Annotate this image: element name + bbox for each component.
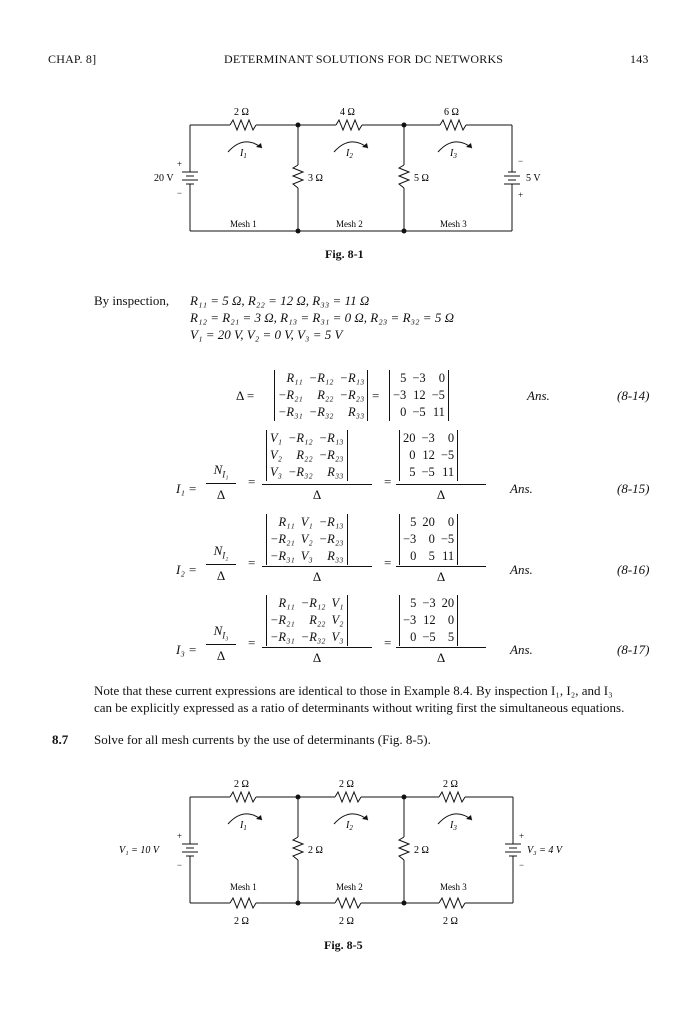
fig5-resistor-shunt-2 [399,837,409,860]
fig1-plus-right: + [518,190,524,200]
resistor-shunt-2 [399,165,409,188]
note-line-2: can be explicitly expressed as a ratio of determinants without writing first the simultaneous equations. [94,700,625,715]
i1-delta-denominator-1: Δ [216,487,226,502]
fig1-plus-left: + [177,159,183,169]
fig1-source-right: 5 V [526,173,541,184]
i2-delta-denominator-1: Δ [216,568,226,583]
fig5-current-3: $I_3$ [450,820,457,832]
i1-equals-1: = [248,474,256,489]
delta-equals: = [372,388,380,403]
fig5-resistor-top-1 [230,792,256,802]
i3-n-over-delta: $N_{I_3}$ [213,623,229,641]
eq-number-8-17: (8-17) [617,642,650,657]
figure-8-1-circuit [150,100,550,245]
i3-ans: Ans. [510,642,533,657]
i2-delta-denominator-2: Δ [312,569,322,584]
fig1-current-2: $I_2$ [346,148,353,160]
fig5-r-top-3: 2 Ω [443,779,458,790]
resistor-top-3 [440,120,466,130]
fig5-resistor-shunt-1 [293,837,303,860]
i3-numeric-determinant: 5 −3 20 −3 12 0 0 −5 5 [399,595,458,646]
i1-ans: Ans. [510,481,533,496]
fig5-r-bottom-3: 2 Ω [443,916,458,927]
eq-number-8-15: (8-15) [617,481,650,496]
i2-numeric-determinant: 5 20 0 −3 0 −5 0 5 11 [399,514,458,565]
fig5-resistor-bottom-3 [439,898,465,908]
fig5-mesh-1: Mesh 1 [230,882,257,892]
i2-ans: Ans. [510,562,533,577]
fig5-resistor-top-2 [335,792,361,802]
i1-delta-denominator-3: Δ [436,487,446,502]
delta-ans: Ans. [527,388,550,403]
chapter-label: CHAP. 8] [48,52,97,66]
fig5-minus-left: − [177,860,183,870]
note-line-1: Note that these current expressions are identical to those in Example 8.4. By inspection I₁, I₂, and I₃ [94,683,613,698]
figure-8-5-caption: Fig. 8-5 [324,938,363,952]
i2-n-over-delta: $N_{I_2}$ [213,543,229,561]
fig1-r-shunt-2: 5 Ω [414,173,429,184]
figure-8-5-circuit [115,772,575,932]
i2-lhs: I₂ = [176,562,197,577]
inspection-line-2: R₁₂ = R₂₁ = 3 Ω, R₁₃ = R₃₁ = 0 Ω, R₂₃ = R₃₂ = 5 Ω [190,310,454,325]
i1-numeric-determinant: 20 −3 0 0 12 −5 5 −5 11 [399,430,458,481]
fig5-resistor-top-3 [439,792,465,802]
running-title: DETERMINANT SOLUTIONS FOR DC NETWORKS [224,52,504,66]
problem-text: Solve for all mesh currents by the use of determinants (Fig. 8-5). [94,732,431,747]
fig1-r-top-2: 4 Ω [340,107,355,118]
fig1-mesh-3: Mesh 3 [440,219,467,229]
fig1-r-top-3: 6 Ω [444,107,459,118]
i3-lhs: I₃ = [176,642,197,657]
fig5-current-1: $I_1$ [240,820,247,832]
i1-lhs: I₁ = [176,481,197,496]
fig1-minus-left: − [177,188,183,198]
fig5-resistor-bottom-2 [335,898,361,908]
figure-8-1-caption: Fig. 8-1 [325,247,364,261]
i3-equals-1: = [248,635,256,650]
inspection-lead: By inspection, [94,293,170,308]
i1-equals-2: = [384,474,392,489]
eq-number-8-16: (8-16) [617,562,650,577]
inspection-line-1: R₁₁ = 5 Ω, R₂₂ = 12 Ω, R₃₃ = 11 Ω [190,293,370,308]
i3-symbolic-determinant: R₁₁ −R₁₂ V₁ −R₂₁ R₂₂ V₂ −R₃₁ −R₃₂ V₃ [266,595,348,646]
fig5-mesh-2: Mesh 2 [336,882,363,892]
resistor-top-2 [336,120,362,130]
fig5-r-shunt-2: 2 Ω [414,845,429,856]
page-number: 143 [630,52,649,66]
delta-numeric-determinant: 5 −3 0 −3 12 −5 0 −5 11 [389,370,449,421]
eq-number-8-14: (8-14) [617,388,650,403]
fig1-current-1: $I_1$ [240,148,247,160]
fig1-mesh-1: Mesh 1 [230,219,257,229]
fig5-r-bottom-1: 2 Ω [234,916,249,927]
fig5-r-bottom-2: 2 Ω [339,916,354,927]
fig1-minus-right: − [518,156,524,166]
delta-symbolic-determinant: R₁₁ −R₁₂ −R₁₃ −R₂₁ R₂₂ −R₂₃ −R₃₁ −R₃₂ R₃₃ [274,370,368,421]
fig5-source-right: V₃ = 4 V [527,845,562,856]
fig5-r-top-2: 2 Ω [339,779,354,790]
fig5-minus-right: − [519,860,525,870]
resistor-top-1 [230,120,256,130]
i1-symbolic-determinant: V₁ −R₁₂ −R₁₃ V₂ R₂₂ −R₂₃ V₃ −R₃₂ R₃₃ [266,430,348,481]
i3-delta-denominator-2: Δ [312,650,322,665]
i2-symbolic-determinant: R₁₁ V₁ −R₁₃ −R₂₁ V₂ −R₂₃ −R₃₁ V₃ R₃₃ [266,514,348,565]
fig1-current-3: $I_3$ [450,148,457,160]
fig5-mesh-3: Mesh 3 [440,882,467,892]
i1-delta-denominator-2: Δ [312,487,322,502]
fig1-r-shunt-1: 3 Ω [308,173,323,184]
problem-number: 8.7 [52,732,69,747]
i1-n-over-delta: $N_{I_1}$ [213,462,229,480]
delta-lhs: Δ = [236,388,255,403]
fig1-r-top-1: 2 Ω [234,107,249,118]
i3-delta-denominator-1: Δ [216,648,226,663]
fig5-source-left: V₁ = 10 V [119,845,159,856]
i2-delta-denominator-3: Δ [436,569,446,584]
fig1-mesh-2: Mesh 2 [336,219,363,229]
i3-delta-denominator-3: Δ [436,650,446,665]
fig1-source-left: 20 V [154,173,174,184]
fig5-current-2: $I_2$ [346,820,353,832]
fig5-r-shunt-1: 2 Ω [308,845,323,856]
fig5-resistor-bottom-1 [230,898,256,908]
fig5-plus-right: + [519,831,525,841]
fig5-r-top-1: 2 Ω [234,779,249,790]
inspection-line-3: V₁ = 20 V, V₂ = 0 V, V₃ = 5 V [190,327,343,342]
i3-equals-2: = [384,635,392,650]
fig5-plus-left: + [177,831,183,841]
i2-equals-2: = [384,555,392,570]
resistor-shunt-1 [293,165,303,188]
i2-equals-1: = [248,555,256,570]
